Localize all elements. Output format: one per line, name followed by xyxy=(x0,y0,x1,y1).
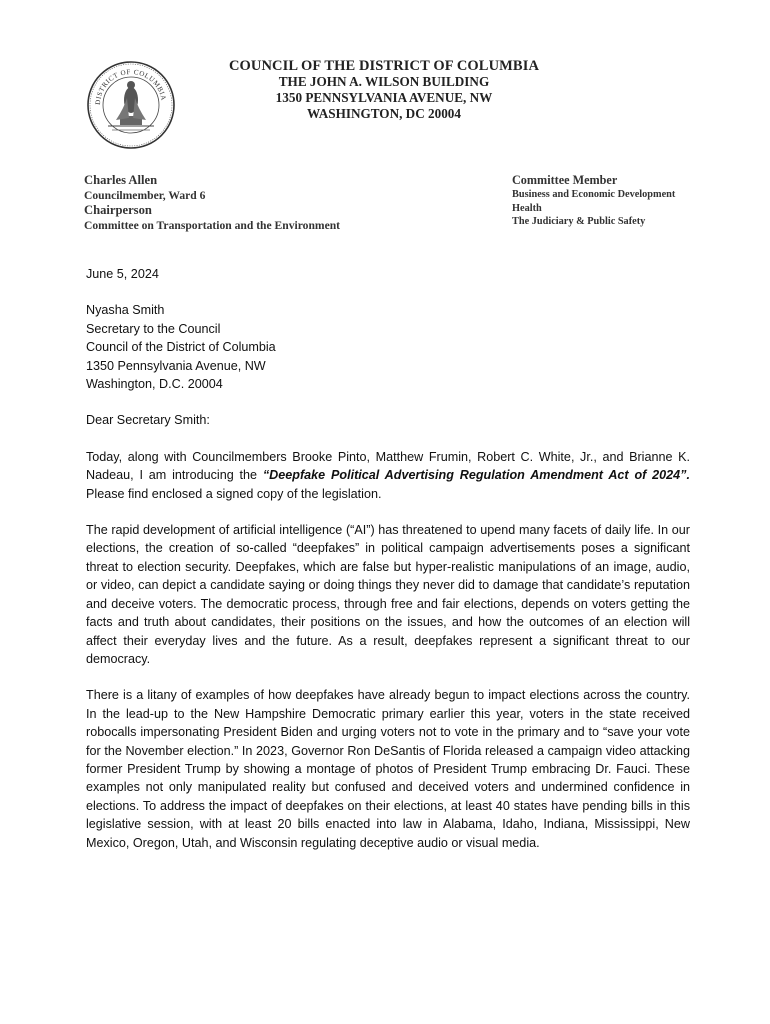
letterhead xyxy=(196,58,572,122)
paragraph-introduction xyxy=(86,448,690,503)
sender-name: Charles Allen xyxy=(84,173,158,187)
letter-date: June 5, 2024 xyxy=(86,267,159,281)
sender-title: Councilmember, Ward 6 xyxy=(84,189,206,202)
building-name: THE JOHN A. WILSON BUILDING xyxy=(278,74,490,89)
street-address: 1350 PENNSYLVANIA AVENUE, NW xyxy=(275,90,493,105)
committee-heading: Committee Member xyxy=(512,173,618,187)
recipient-line: 1350 Pennsylvania Avenue, NW xyxy=(86,358,266,373)
paragraph-text: Today, along with Councilmembers Brooke Pinto, Matthew Frumin, Robert C. White, Jr., and Brianne K. Nadeau, I am introducing the xyxy=(86,449,690,483)
letter-body xyxy=(86,265,690,870)
recipient-line: Secretary to the Council xyxy=(86,321,221,336)
bill-title: “Deepfake Political Advertising Regulation Amendment Act of 2024”. xyxy=(262,468,690,483)
paragraph-examples: There is a litany of examples of how deepfakes have already begun to impact elections across the country. In the lead-up to the New Hampshire Democratic primary earlier this year, voters in the state received robocalls impersonating President Biden and urging voters not to vote in the primary and to “save your vote for the November election.” In 2023, Governor Ron DeSantis of Florida released a campaign video attacking former President Trump by showing a montage of photos of President Trump embracing Dr. Fauci. These examples not only manipulated reality but confused and deceived voters and undermined confidence in elections. To address the impact of deepfakes on their elections, at least 40 states have pending bills in this legislative session, with at least 20 bills enacted into law in Alabama, Idaho, Indiana, Mississippi, New Mexico, Oregon, Utah, and Wisconsin regulating deceptive audio or visual media. xyxy=(86,688,690,850)
dc-council-seal xyxy=(86,60,176,150)
recipient-line: Council of the District of Columbia xyxy=(86,340,276,355)
paragraph-text: Please find enclosed a signed copy of the legislation. xyxy=(86,486,382,501)
salutation: Dear Secretary Smith: xyxy=(86,413,210,428)
committee-item: Health xyxy=(512,202,542,214)
council-name: COUNCIL OF THE DISTRICT OF COLUMBIA xyxy=(228,58,540,74)
committee-member-block xyxy=(512,173,675,229)
sender-block xyxy=(84,173,340,233)
seal-text: DISTRICT OF COLUMBIA xyxy=(93,67,168,106)
paragraph-ai-threat: The rapid development of artificial intelligence (“AI”) has threatened to upend many facets of daily life. In our elections, the creation of so-called “deepfakes” in political campaign advertisements poses a significant threat to election security. Deepfakes, which are false but hyper-realistic manipulations of an image, audio, or video, can depict a candidate saying or doing things they never did to damage that candidate’s reputation and deceive voters. The democratic process, through free and fair elections, depends on voters getting the facts and truth about candidates, their positions on the issues, and how the outcomes of an election will affect their everyday lives and the future. As a result, deepfakes represent a significant threat to our democracy. xyxy=(86,523,690,666)
recipient-line: Nyasha Smith xyxy=(86,303,165,318)
committee-item: The Judiciary & Public Safety xyxy=(512,216,646,227)
sender-committee: Committee on Transportation and the Environment xyxy=(84,219,341,232)
city-address: WASHINGTON, DC 20004 xyxy=(307,106,461,121)
committee-item: Business and Economic Development xyxy=(512,189,676,200)
recipient-address xyxy=(86,301,690,393)
recipient-line: Washington, D.C. 20004 xyxy=(86,377,223,392)
sender-role: Chairperson xyxy=(84,203,152,217)
